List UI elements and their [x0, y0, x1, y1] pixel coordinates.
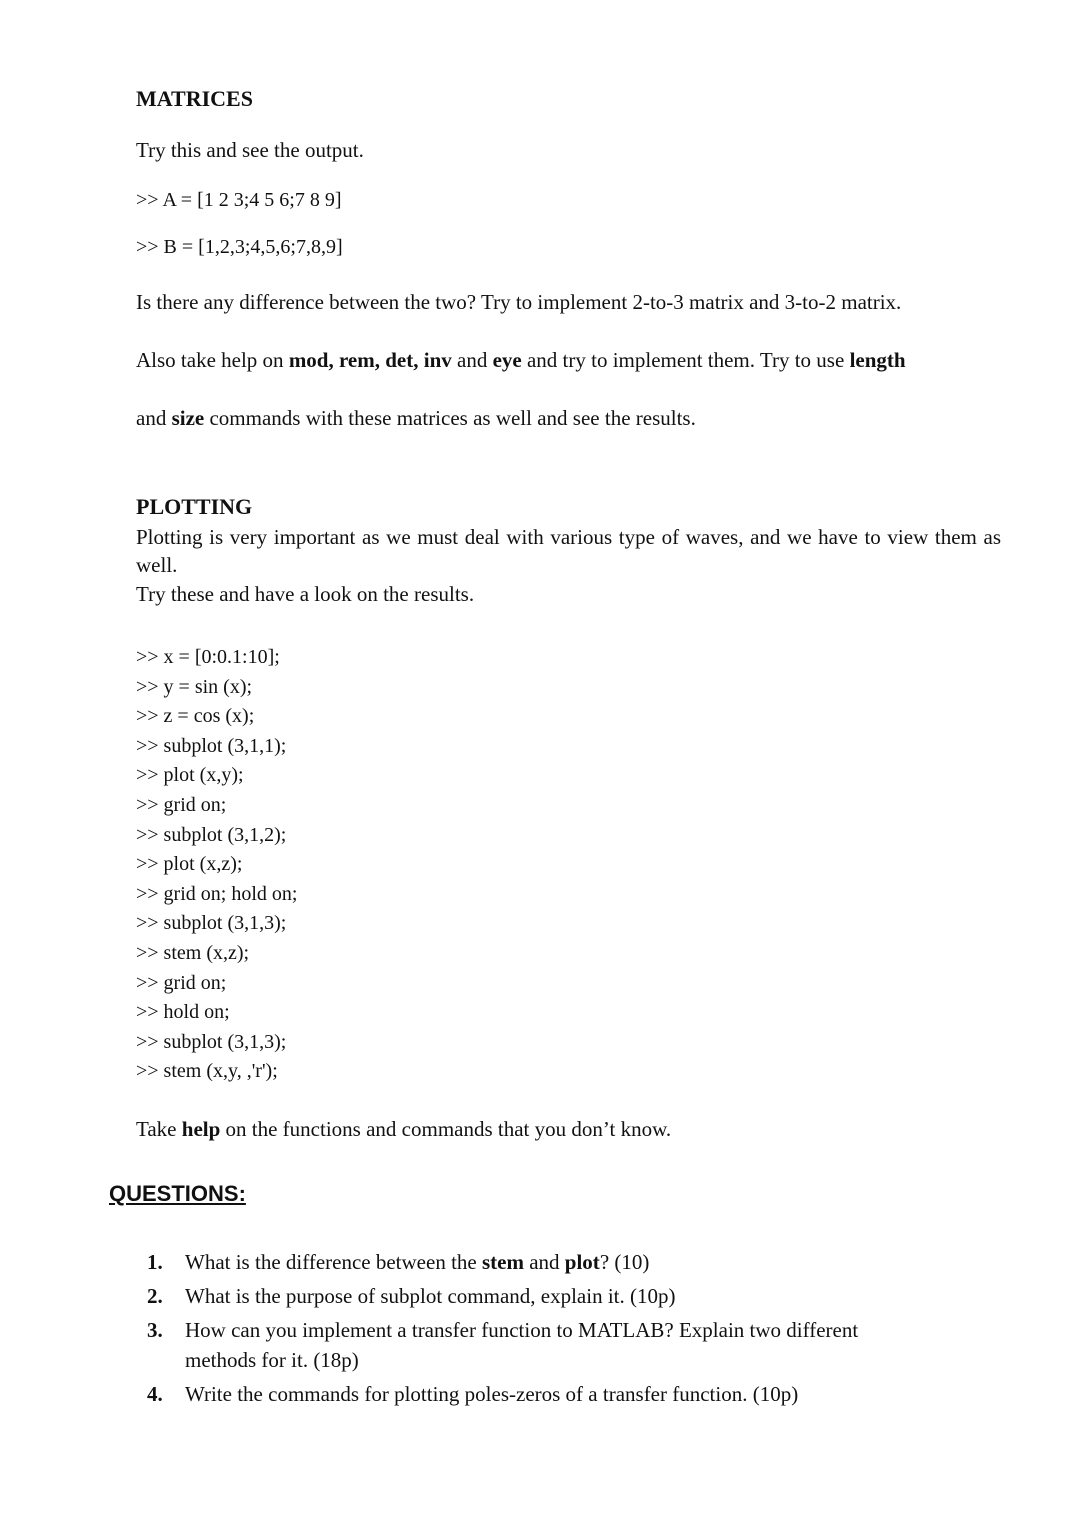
question-number: 1.: [147, 1250, 163, 1274]
command-line: >> grid on;: [136, 793, 227, 816]
plotting-intro: Plotting is very important as we must deal with various type of waves, and we have to view them as well.: [136, 525, 1001, 577]
command-line: >> subplot (3,1,1);: [136, 734, 287, 757]
question-number: 4.: [147, 1382, 163, 1406]
questions-list: [147, 1247, 885, 1413]
command-line: >> grid on;: [136, 971, 227, 994]
question-item: 4. Write the commands for plotting poles-zeros of a transfer function. (10p): [185, 1379, 885, 1409]
command-line: >> A = [1 2 3;4 5 6;7 8 9]: [136, 189, 342, 211]
command-line: >> y = sin (x);: [136, 675, 253, 698]
command-line: >> plot (x,z);: [136, 853, 243, 876]
question-item: 3. How can you implement a transfer function to MATLAB? Explain two different methods for it. (18p): [185, 1315, 885, 1375]
command-line: >> stem (x,y, ,'r');: [136, 1060, 278, 1083]
command-list: [136, 643, 297, 1087]
command-line: >> plot (x,y);: [136, 764, 244, 787]
command-line: >> subplot (3,1,2);: [136, 823, 287, 846]
command-line: >> B = [1,2,3;4,5,6;7,8,9]: [136, 236, 343, 258]
help-paragraph-line1: Also take help on mod, rem, det, inv and eye and try to implement them. Try to use length: [136, 348, 906, 372]
command-line: >> x = [0:0.1:10];: [136, 646, 280, 668]
command-line: >> subplot (3,1,3);: [136, 1030, 287, 1053]
command-line: >> subplot (3,1,3);: [136, 912, 287, 935]
questions-heading: QUESTIONS:: [109, 1181, 246, 1206]
plotting-heading: PLOTTING: [136, 494, 253, 519]
matrices-intro: Try this and see the output.: [136, 138, 364, 162]
command-line: >> grid on; hold on;: [136, 882, 298, 905]
take-help-line: Take help on the functions and commands that you don’t know.: [136, 1117, 672, 1141]
question-item: 1. What is the difference between the stem and plot? (10): [185, 1247, 885, 1277]
command-line: >> hold on;: [136, 1001, 230, 1024]
question-number: 2.: [147, 1284, 163, 1308]
matrices-heading: MATRICES: [136, 86, 253, 111]
command-line: >> stem (x,z);: [136, 941, 250, 964]
command-line: >> z = cos (x);: [136, 705, 255, 728]
question-item: 2. What is the purpose of subplot command, explain it. (10p): [185, 1281, 885, 1311]
question-number: 3.: [147, 1318, 163, 1342]
plotting-try-line: Try these and have a look on the results.: [136, 582, 475, 606]
difference-question: Is there any difference between the two? Try to implement 2-to-3 matrix and 3-to-2 matrix.: [136, 290, 902, 314]
help-paragraph-line2: and size commands with these matrices as well and see the results.: [136, 406, 696, 430]
